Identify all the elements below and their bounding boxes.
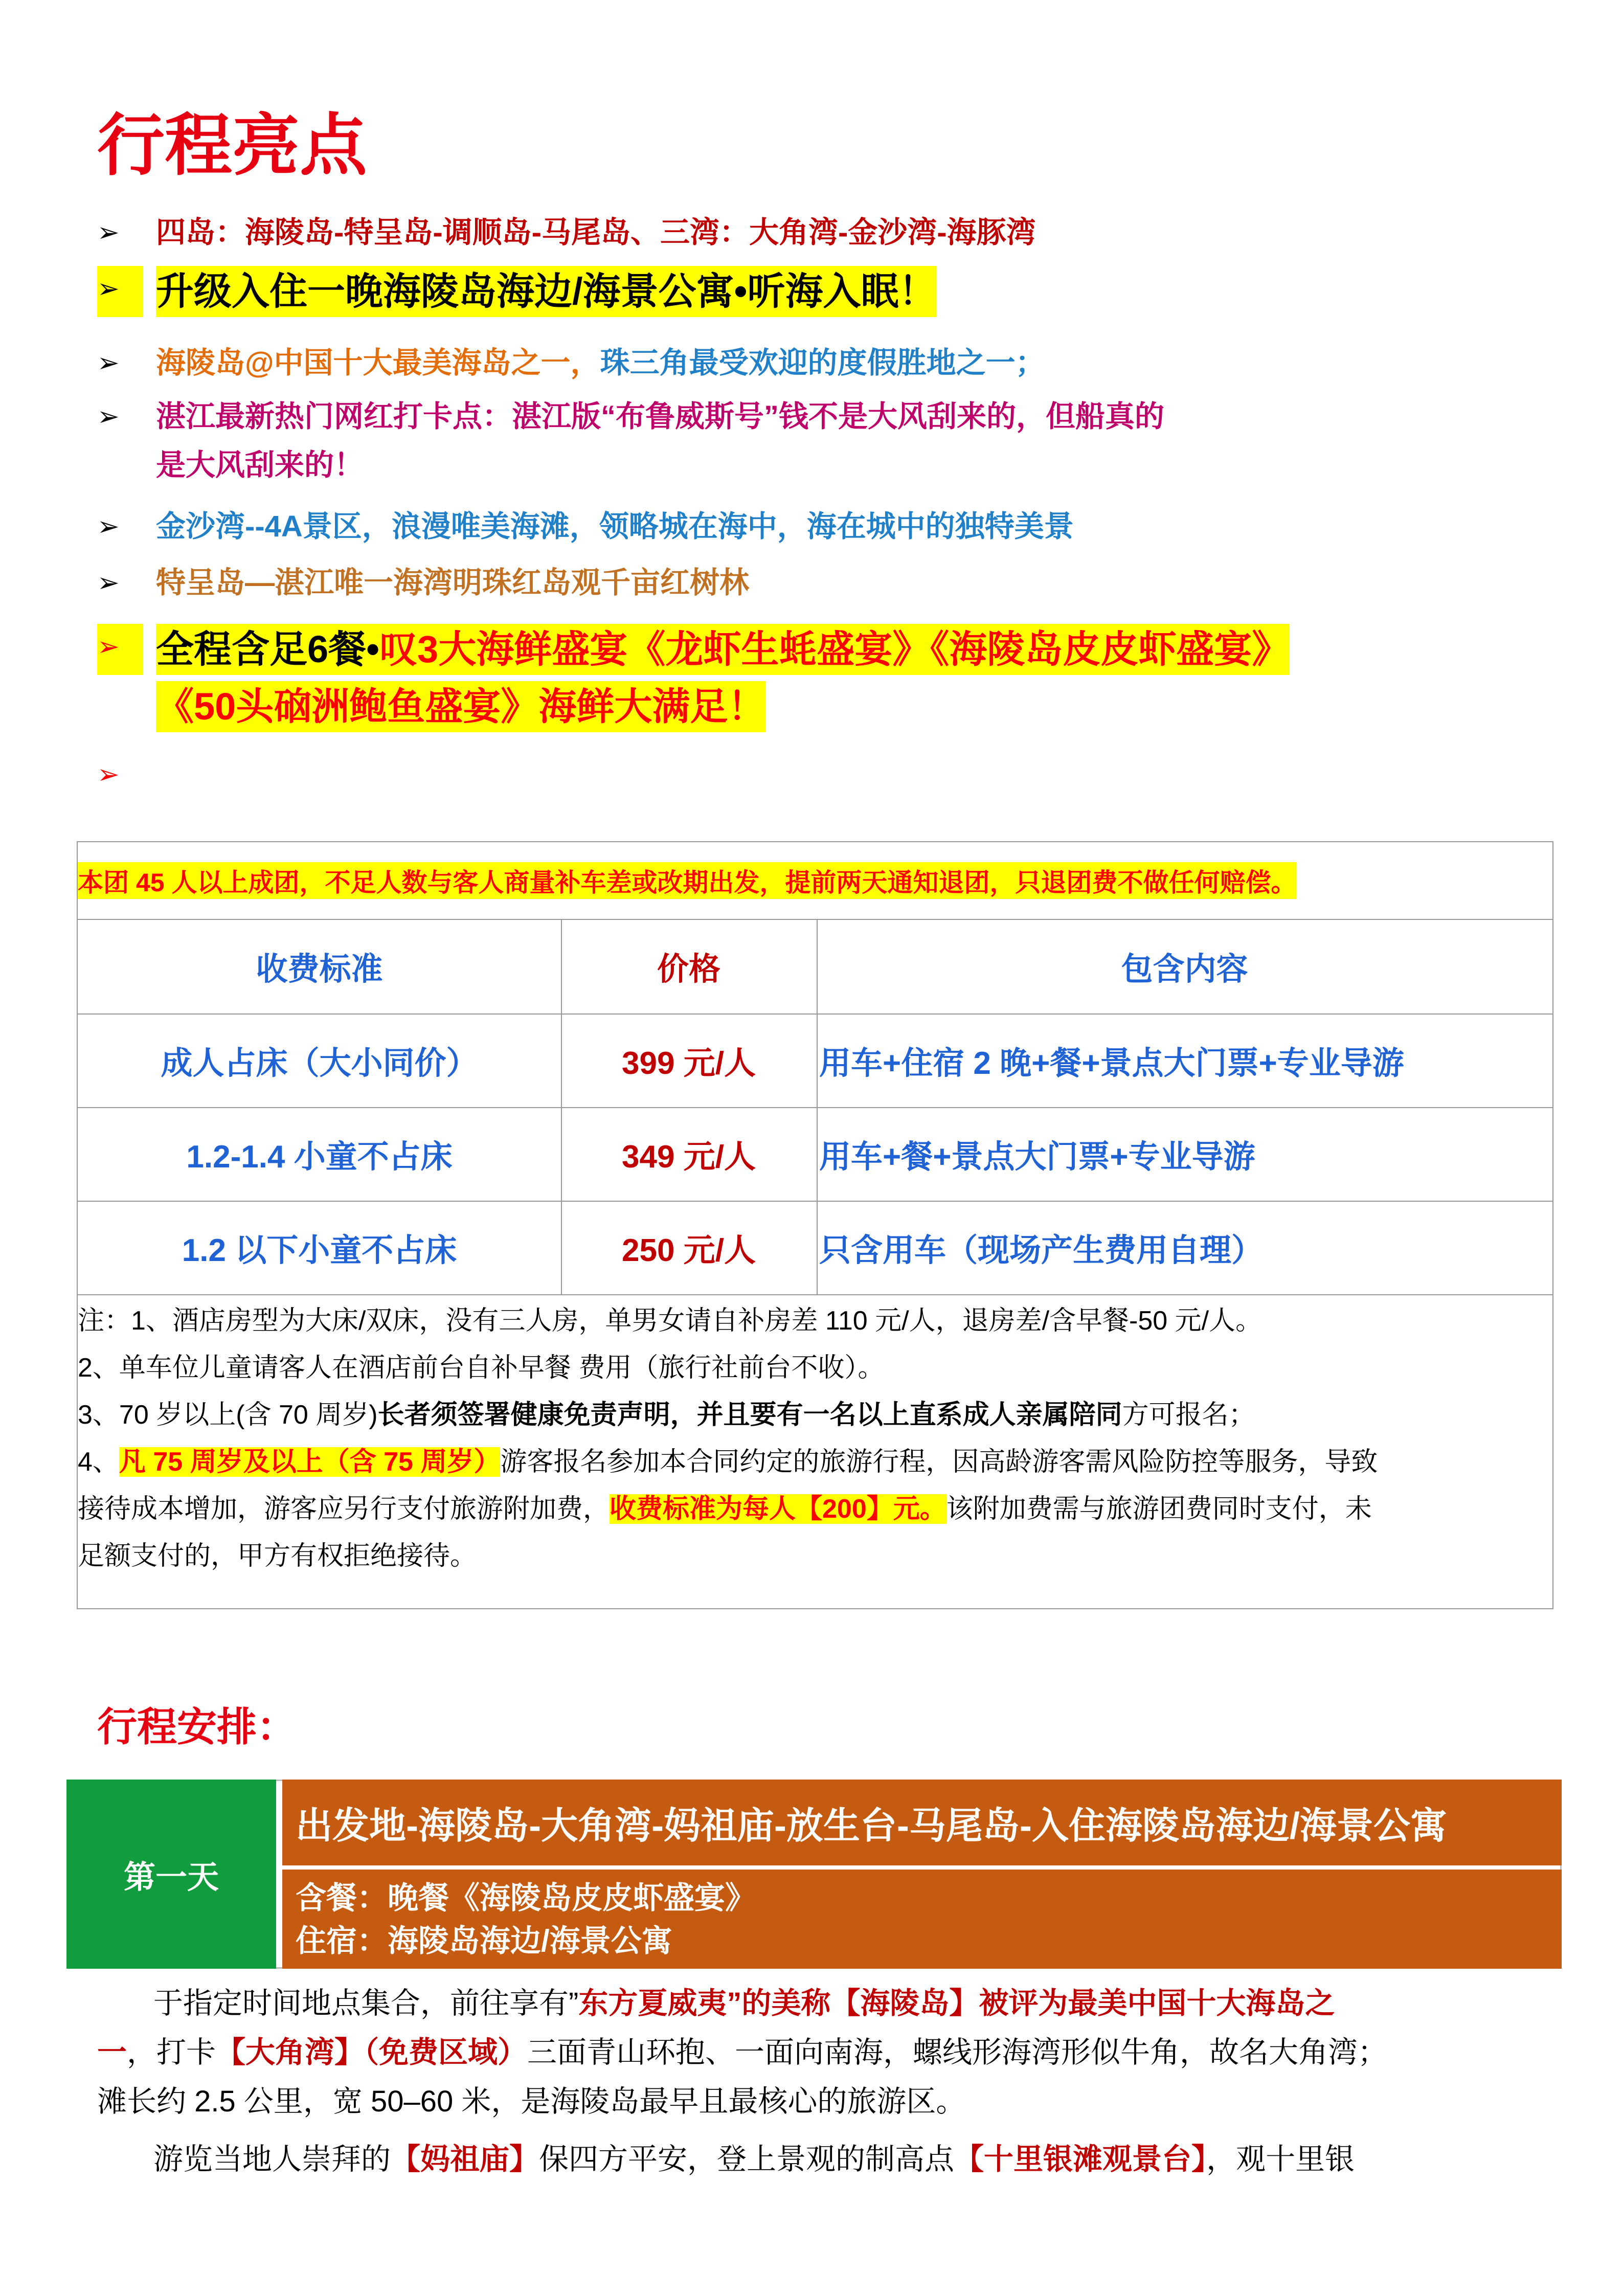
highlight-text-continued: 《50头硇洲鲍鱼盛宴》海鲜大满足！	[156, 681, 765, 732]
arrow-bullet-icon: ➢	[97, 760, 120, 790]
note-line-5: 接待成本增加，游客应另行支付旅游附加费，收费标准为每人【200】元。该附加费需与旅游团费同时支付，未	[78, 1494, 1372, 1524]
page-title: 行程亮点	[97, 108, 367, 183]
arrow-bullet-icon: ➢	[97, 402, 120, 432]
meal-info: 含餐：晚餐《海陵岛皮皮虾盛宴》	[296, 1881, 756, 1915]
header-includes: 包含内容	[1121, 952, 1248, 987]
table-row-type: 1.2-1.4 小童不占床	[186, 1139, 453, 1175]
note-line-3: 3、70 岁以上(含 70 周岁)长者须签署健康免责声明，并且要有一名以上直系成人亲属陪同方可报名；	[78, 1400, 1255, 1430]
arrow-bullet-icon: ➢	[97, 218, 120, 247]
table-row-content: 用车+住宿 2 晚+餐+景点大门票+专业导游	[819, 1046, 1404, 1081]
table-row-price: 399 元/人	[622, 1046, 756, 1081]
highlight-text: 特呈岛—湛江唯一海湾明珠红岛观千亩红树林	[156, 566, 750, 599]
note-line-6: 足额支付的，甲方有权拒绝接待。	[78, 1541, 477, 1571]
table-row-price: 349 元/人	[622, 1139, 756, 1175]
highlight-text-continued: 是大风刮来的！	[156, 448, 364, 482]
schedule-title: 行程安排：	[97, 1704, 297, 1749]
paragraph-line: 于指定时间地点集合，前往享有”东方夏威夷”的美称【海陵岛】被评为最美中国十大海岛之	[153, 1987, 1335, 2020]
group-notice: 本团 45 人以上成团，不足人数与客人商量补车差或改期出发，提前两天通知退团，只退团费不做任何赔偿。	[78, 842, 1552, 919]
highlight-text: 海陵岛@中国十大最美海岛之一，珠三角最受欢迎的度假胜地之一；	[156, 346, 1045, 379]
header-price: 价格	[657, 952, 720, 987]
note-line-2: 2、单车位儿童请客人在酒店前台自补早餐 费用（旅行社前台不收）。	[78, 1353, 885, 1383]
table-row-content: 用车+餐+景点大门票+专业导游	[819, 1139, 1255, 1175]
highlight-text: 全程含足6餐•叹3大海鲜盛宴《龙虾生蚝盛宴》《海陵岛皮皮虾盛宴》	[156, 624, 1290, 675]
table-row-price: 250 元/人	[622, 1233, 756, 1268]
table-row-content: 只含用车（现场产生费用自理）	[819, 1233, 1264, 1268]
highlight-text: 四岛：海陵岛-特呈岛-调顺岛-马尾岛、三湾：大角湾-金沙湾-海豚湾	[156, 216, 1036, 249]
paragraph-line: 滩长约 2.5 公里，宽 50–60 米，是海陵岛最早且最核心的旅游区。	[97, 2085, 966, 2118]
note-line-4: 4、凡 75 周岁及以上（含 75 周岁）游客报名参加本合同约定的旅游行程，因高龄游客需风险防控等服务，导致	[78, 1447, 1378, 1477]
arrow-bullet-icon: ➢	[97, 624, 143, 675]
stay-info: 住宿：海陵岛海边/海景公寓	[296, 1924, 672, 1958]
paragraph-line: 一，打卡【大角湾】（免费区域）三面青山环抱、一面向南海，螺线形海湾形似牛角，故名大角湾；	[97, 2036, 1388, 2069]
pricing-table	[77, 841, 1553, 1609]
arrow-bullet-icon: ➢	[97, 266, 143, 317]
highlight-text: 升级入住一晚海陵岛海边/海景公寓•听海入眠！	[156, 266, 936, 317]
highlight-text: 金沙湾--4A景区，浪漫唯美海滩，领略城在海中，海在城中的独特美景	[156, 510, 1074, 543]
day-info	[282, 1870, 1562, 1969]
arrow-bullet-icon: ➢	[97, 512, 120, 542]
table-row-type: 成人占床（大小同价）	[161, 1046, 478, 1081]
table-row-type: 1.2 以下小童不占床	[182, 1233, 457, 1268]
paragraph-line: 游览当地人崇拜的【妈祖庙】保四方平安，登上景观的制高点【十里银滩观景台】，观十里银	[153, 2143, 1355, 2176]
arrow-bullet-icon: ➢	[97, 348, 120, 378]
header-fee-standard: 收费标准	[256, 952, 383, 987]
day-route: 出发地-海陵岛-大角湾-妈祖庙-放生台-马尾岛-入住海陵岛海边/海景公寓	[282, 1780, 1562, 1865]
highlight-text: 湛江最新热门网红打卡点：湛江版“布鲁威斯号”钱不是大风刮来的，但船真的	[156, 400, 1165, 433]
day-label: 第一天	[66, 1780, 276, 1969]
arrow-bullet-icon: ➢	[97, 568, 120, 598]
note-line-1: 注：1、酒店房型为大床/双床，没有三人房，单男女请自补房差 110 元/人，退房差/含早餐-50 元/人。	[78, 1306, 1263, 1336]
